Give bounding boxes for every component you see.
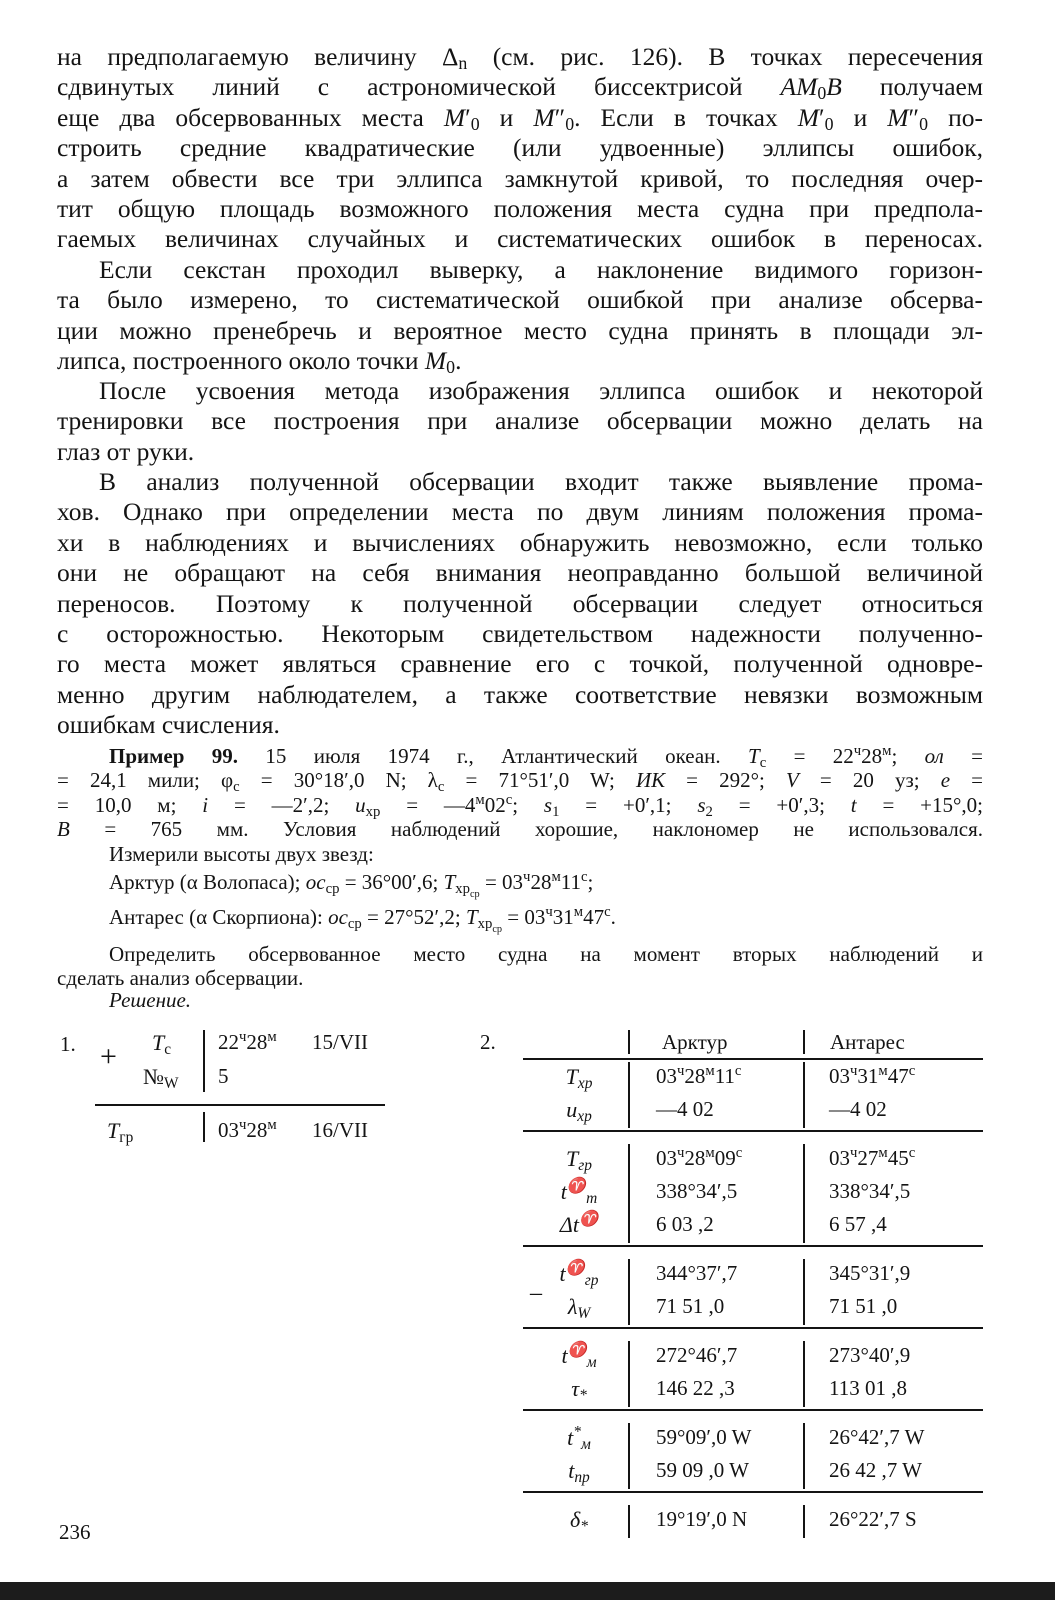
column-divider bbox=[803, 1144, 805, 1243]
cell-arcturus: 59 09 ,0 W bbox=[656, 1458, 749, 1482]
text-line: хи в наблюдениях и вычислениях обнаружить невозможно, если только bbox=[57, 527, 983, 557]
group-rule bbox=[523, 1130, 983, 1132]
table-1-divider bbox=[203, 1030, 205, 1092]
table-1-time: $22^ч28^м$ bbox=[218, 1029, 277, 1054]
example-measured: Измерили высоты двух звезд: bbox=[109, 841, 374, 866]
column-divider bbox=[628, 1341, 630, 1407]
row-label: Δt♈ bbox=[559, 1210, 599, 1237]
scan-edge bbox=[0, 1582, 1055, 1600]
row-label: $T_{гр}$ bbox=[566, 1146, 592, 1174]
text-line: глаз от руки. bbox=[57, 436, 195, 466]
solution-label: Решение. bbox=[109, 988, 192, 1012]
header-antares: Антарес bbox=[830, 1030, 905, 1054]
cell-arcturus: 338°34′,5 bbox=[656, 1179, 738, 1203]
text-line: они не обращают на себя внимания неоправданно большой величиной bbox=[57, 558, 983, 588]
column-divider bbox=[803, 1423, 805, 1489]
text-line: а затем обвести все три эллипса замкнутой кривой, то последняя очер- bbox=[57, 163, 983, 193]
header-rule bbox=[523, 1058, 983, 1060]
table-1-time: 5 bbox=[218, 1064, 229, 1088]
group-rule bbox=[523, 1327, 983, 1329]
text-line: ошибкам счисления. bbox=[57, 710, 280, 740]
example-star-antares: Антарес (α Скорпиона): $ос_{ср} = 27^\circ 52',2$; $T_{хр_{ср}} = 03^ч31^м47^с$. bbox=[109, 904, 616, 936]
cell-antares: 6 57 ,4 bbox=[829, 1212, 887, 1236]
row-label: $u_{хр}$ bbox=[566, 1097, 592, 1125]
paragraph-4 bbox=[57, 467, 983, 741]
table-1-result-date: 16/VII bbox=[312, 1118, 368, 1142]
text-line: После усвоения метода изображения эллипса ошибок и некоторой bbox=[99, 376, 983, 405]
column-divider bbox=[628, 1062, 630, 1128]
example-line: = 24,1 мили; $\varphi_c = 30^\circ 18',0$ N; $\lambda_c = 71^\circ 51',0$ W; ИК = 292°; V = 20 уз; e = bbox=[57, 768, 983, 796]
text-line: хов. Однако при определении места по двум линиям положения прома- bbox=[57, 497, 983, 527]
table-1-label: $T_c$ bbox=[152, 1030, 172, 1058]
cell-arcturus: 19°19′,0 N bbox=[656, 1507, 748, 1531]
cell-arcturus: $03^ч28^м09^с$ bbox=[656, 1145, 743, 1170]
row-label: $T_{хр}$ bbox=[565, 1064, 593, 1092]
example-line: B = 765 мм. Условия наблюдений хорошие, наклономер не использовался. bbox=[57, 817, 983, 842]
example-block bbox=[57, 744, 983, 991]
column-divider bbox=[628, 1423, 630, 1489]
cell-antares: 273°40′,9 bbox=[829, 1343, 911, 1367]
text-line: гаемых величинах случайных и систематических ошибок в переносах. bbox=[57, 224, 983, 254]
text-line: тренировки все построения при анализе обсервации можно делать на bbox=[57, 406, 983, 436]
row-label: $\tau_*$ bbox=[571, 1376, 587, 1404]
page-number: 236 bbox=[59, 1520, 91, 1544]
cell-antares: 26°22′,7 S bbox=[829, 1507, 917, 1531]
table-1-number: 1. bbox=[60, 1032, 76, 1056]
example-task: Определить обсервованное место судна на момент вторых наблюдений и bbox=[109, 942, 983, 967]
paragraph-3 bbox=[57, 376, 983, 467]
example-line: Пример 99. 15 июля 1974 г., Атлантический океан. $T_c = 22^ч28^м$; ол = bbox=[109, 743, 984, 771]
text-line: сдвинутых линий с астрономической биссектрисой $AM_0B$ получаем bbox=[57, 72, 983, 104]
paragraph-1 bbox=[57, 42, 983, 255]
column-divider bbox=[628, 1144, 630, 1243]
column-divider bbox=[628, 1030, 630, 1054]
column-divider bbox=[803, 1062, 805, 1128]
text-line: ции можно пренебречь и вероятное место судна принять в площади эл- bbox=[57, 315, 983, 345]
column-divider bbox=[803, 1505, 805, 1538]
table-1-result-label: $T_{гр}$ bbox=[107, 1118, 134, 1146]
paragraph-2 bbox=[57, 255, 983, 377]
text-line: липса, построенного около точки $M_0$. bbox=[57, 346, 462, 378]
row-label: $\lambda_W$ bbox=[567, 1294, 591, 1322]
column-divider bbox=[803, 1341, 805, 1407]
text-line: с осторожностью. Некоторым свидетельством надежности полученно- bbox=[57, 619, 983, 649]
table-1-divider bbox=[203, 1112, 205, 1142]
table-1-date: 15/VII bbox=[312, 1030, 368, 1054]
text-line: на предполагаемую величину $\Delta_n$ (см. рис. 126). В точках пересечения bbox=[57, 42, 983, 73]
text-line: та было измерено, то систематической ошибкой при анализе обсерва- bbox=[57, 285, 983, 315]
header-arcturus: Арктур bbox=[662, 1030, 728, 1054]
cell-antares: 338°34′,5 bbox=[829, 1179, 911, 1203]
table-1-rule bbox=[95, 1104, 385, 1106]
minus-sign: _ bbox=[530, 1272, 542, 1298]
cell-arcturus: 6 03 ,2 bbox=[656, 1212, 714, 1236]
column-divider bbox=[628, 1505, 630, 1538]
row-label: $t^♈_м$ bbox=[561, 1341, 597, 1371]
cell-arcturus: —4 02 bbox=[656, 1097, 714, 1121]
example-line: = 10,0 м; i = —2′,2; $u_{хр}$ = $—4^м02^с$; $s_1 = +0',1$; $s_2 = +0',3$; t = +15°,0; bbox=[57, 791, 984, 820]
group-rule bbox=[523, 1245, 983, 1247]
text-line: В анализ полученной обсервации входит также выявление прома- bbox=[99, 467, 983, 496]
cell-antares: $03^ч31^м47^с$ bbox=[829, 1063, 916, 1088]
column-divider bbox=[628, 1259, 630, 1325]
row-label: $t^♈_{гр}$ bbox=[559, 1259, 599, 1289]
cell-arcturus: 71 51 ,0 bbox=[656, 1294, 725, 1318]
plus-sign: + bbox=[100, 1040, 117, 1073]
group-rule bbox=[523, 1409, 983, 1411]
text-line: строить средние квадратические (или удвоенные) эллипсы ошибок, bbox=[57, 133, 983, 163]
column-divider bbox=[803, 1030, 805, 1054]
cell-arcturus: 146 22 ,3 bbox=[656, 1376, 735, 1400]
text-line: Если секстан проходил выверку, а наклонение видимого горизон- bbox=[99, 255, 983, 284]
cell-antares: 26°42′,7 W bbox=[829, 1425, 925, 1449]
text-line: менно другим наблюдателем, а также соответствие невязки возможным bbox=[57, 679, 983, 709]
cell-arcturus: $03^ч28^м11^с$ bbox=[656, 1063, 742, 1088]
table-1-label: $№_W$ bbox=[143, 1064, 179, 1092]
cell-arcturus: 59°09′,0 W bbox=[656, 1425, 752, 1449]
text-line: тит общую площадь возможного положения места судна при предпола- bbox=[57, 194, 983, 224]
example-star-arcturus: Арктур (α Волопаса); $ос_{ср} = 36^\circ 00',6$; $T_{хр_{ср}} = 03^ч28^м11^с$; bbox=[109, 869, 594, 901]
cell-antares: 113 01 ,8 bbox=[829, 1376, 907, 1400]
table-2-number: 2. bbox=[480, 1030, 496, 1054]
row-label: $t^♈_т$ bbox=[560, 1177, 598, 1207]
text-line: го места может являться сравнение его с точкой, полученной одновре- bbox=[57, 649, 983, 679]
cell-antares: 26 42 ,7 W bbox=[829, 1458, 922, 1482]
column-divider bbox=[803, 1259, 805, 1325]
group-rule bbox=[523, 1491, 983, 1493]
row-label: $t_{пр}$ bbox=[568, 1458, 590, 1486]
cell-arcturus: 272°46′,7 bbox=[656, 1343, 738, 1367]
text-line: переносов. Поэтому к полученной обсервации следует относиться bbox=[57, 588, 983, 618]
row-label: $\delta_*$ bbox=[570, 1507, 588, 1535]
cell-arcturus: 344°37′,7 bbox=[656, 1261, 738, 1285]
row-label: $t^*_м$ bbox=[567, 1423, 591, 1453]
cell-antares: $03^ч27^м45^с$ bbox=[829, 1145, 916, 1170]
table-1-result-time: $03^ч28^м$ bbox=[218, 1117, 277, 1142]
cell-antares: 345°31′,9 bbox=[829, 1261, 911, 1285]
example-task: сделать анализ обсервации. bbox=[57, 966, 304, 991]
text-line: еще два обсервованных места $M'_0$ и $M''_0$. Если в точках $M'_0$ и $M''_0$ по- bbox=[57, 102, 983, 134]
cell-antares: 71 51 ,0 bbox=[829, 1294, 898, 1318]
cell-antares: —4 02 bbox=[829, 1097, 887, 1121]
